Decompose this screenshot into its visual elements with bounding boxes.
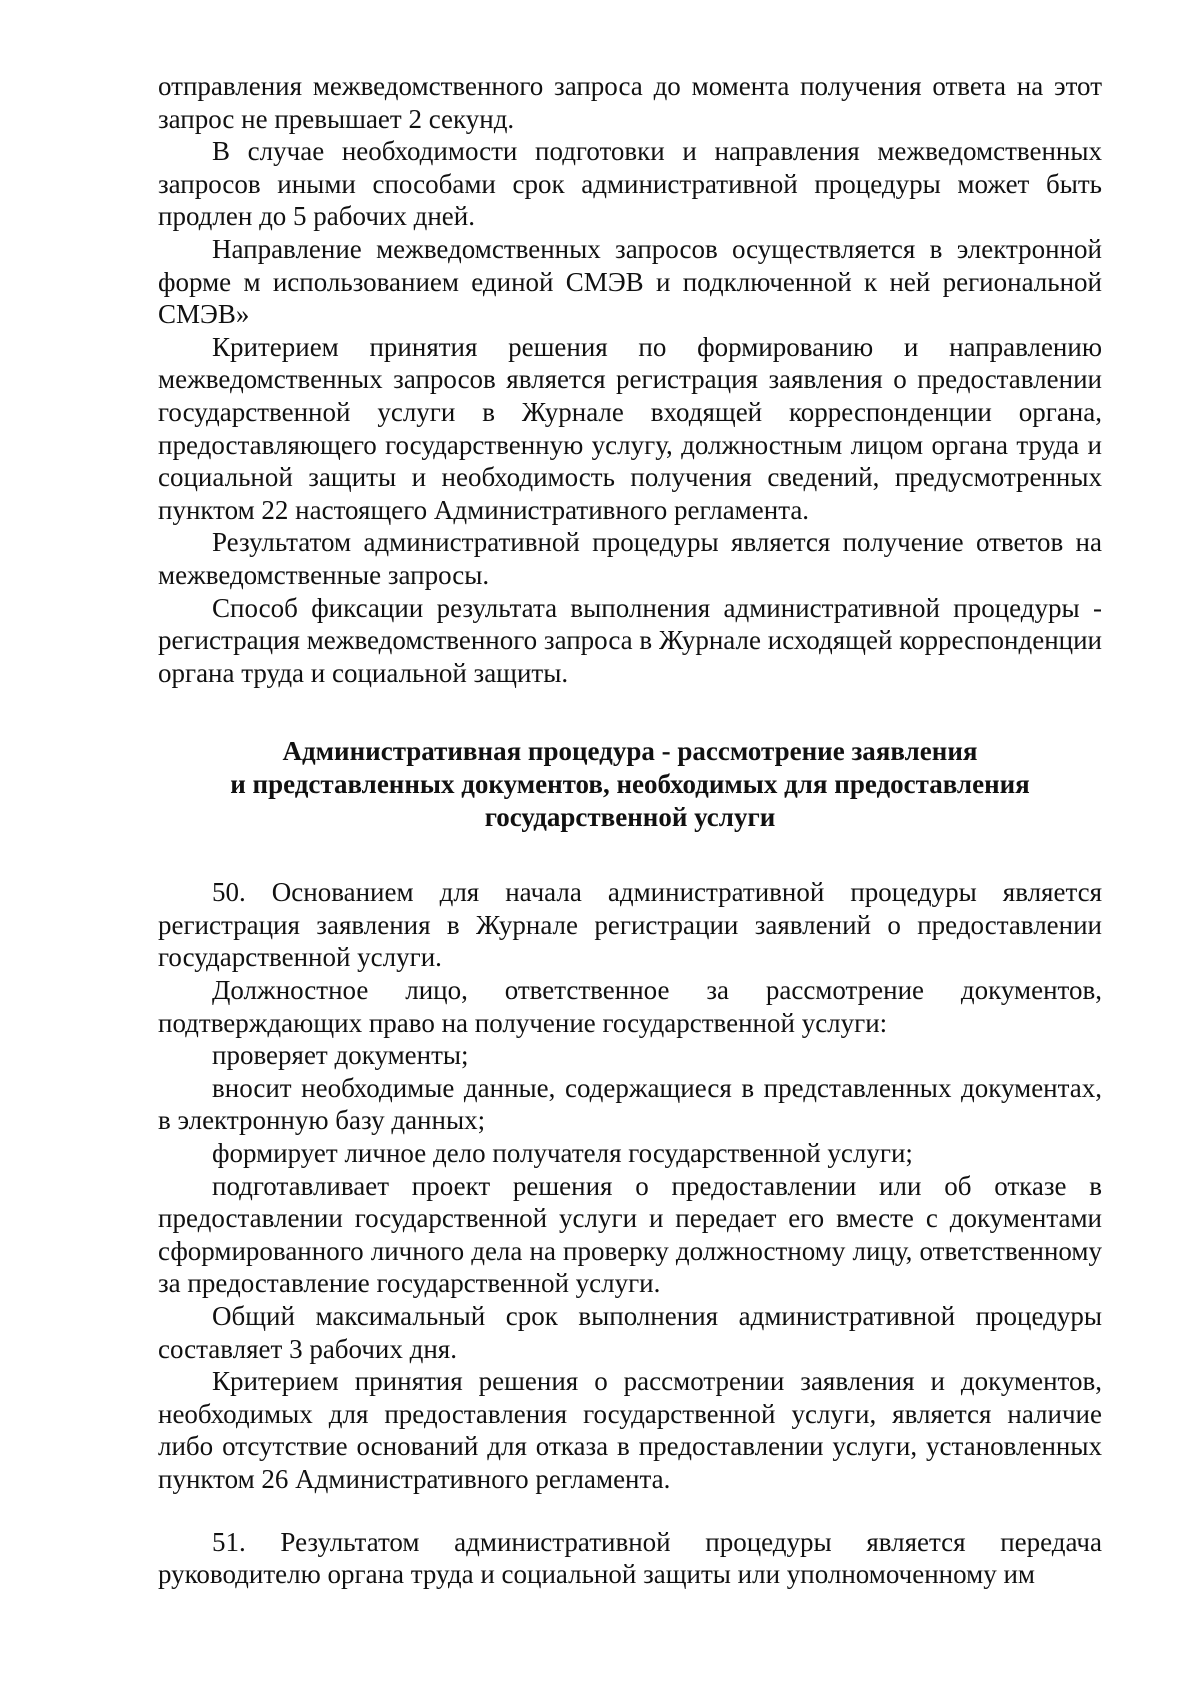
paragraph-50: 50. Основанием для начала административной процедуры является регистрация заявления в Журнале регистрации заявлений о предоставлении государственной услуги. — [158, 877, 1102, 973]
section-heading-line-3: государственной услуги — [484, 802, 776, 833]
paragraph-decision-criterion: Критерием принятия решения о рассмотрении заявления и документов, необходимых для предоставления государственной услуги, является наличие либо отсутствие оснований для отказа в предоставлении услуги, установленных пунктом 26 Административного регламента. — [158, 1366, 1102, 1494]
paragraph-max-term: Общий максимальный срок выполнения административной процедуры составляет 3 рабочих дня. — [158, 1301, 1102, 1364]
section-heading — [158, 735, 1102, 834]
document-page — [158, 70, 1102, 1591]
paragraph-electronic-form: Направление межведомственных запросов осуществляется в электронной форме м использованием единой СМЭВ и подключенной к ней региональной СМЭВ» — [158, 233, 1102, 330]
paragraph-enters-data: вносит необходимые данные, содержащиеся в представленных документах, в электронную базу данных; — [158, 1072, 1102, 1136]
paragraph-fixation: Способ фиксации результата выполнения административной процедуры - регистрация межведомственного запроса в Журнале исходящей корреспонденции органа труда и социальной защиты. — [158, 592, 1102, 688]
paragraph-result: Результатом административной процедуры является получение ответов на межведомственные запросы. — [158, 527, 1102, 590]
paragraph-continuation: отправления межведомственного запроса до момента получения ответа на этот запрос не превышает 2 секунд. — [158, 71, 1102, 134]
paragraph-prepares-draft: подготавливает проект решения о предоставлении или об отказе в предоставлении государственной услуги и передает его вместе с документами сформированного личного дела на проверку должностному лицу, ответственному за предоставление государственной услуги. — [158, 1170, 1102, 1299]
paragraph-official: Должностное лицо, ответственное за рассмотрение документов, подтверждающих право на получение государственной услуги: — [158, 975, 1102, 1038]
paragraph-51: 51. Результатом административной процедуры является передача руководителю органа труда и социальной защиты или уполномоченному им — [158, 1526, 1102, 1590]
paragraph-criterion: Критерием принятия решения по формированию и направлению межведомственных запросов является регистрация заявления о предоставлении государственной услуги в Журнале входящей корреспонденции органа, предоставляющего государственную услугу, должностным лицом органа труда и социальной защиты и необходимость получения сведений, предусмотренных пунктом 22 настоящего Административного регламента. — [158, 331, 1102, 525]
section-heading-line-2: и представленных документов, необходимых для предоставления — [230, 769, 1030, 800]
paragraph-extension-term: В случае необходимости подготовки и направления межведомственных запросов иными способами срок административной процедуры может быть продлен до 5 рабочих дней. — [158, 136, 1102, 232]
paragraph-forms-file: формирует личное дело получателя государственной услуги; — [212, 1138, 913, 1169]
section-heading-line-1: Административная процедура - рассмотрение заявления — [282, 736, 978, 767]
paragraph-checks-documents: проверяет документы; — [212, 1040, 469, 1071]
